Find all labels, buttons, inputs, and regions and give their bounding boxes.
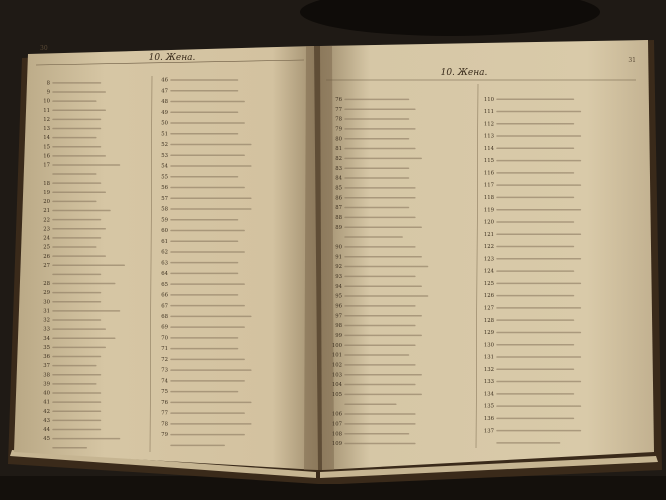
entry-number: 73 xyxy=(161,367,168,374)
entry-number: 83 xyxy=(335,165,342,172)
entry-number: 65 xyxy=(161,281,168,288)
entry-number: 88 xyxy=(335,214,342,221)
entry-number: 14 xyxy=(43,135,50,142)
entry-number: 120 xyxy=(483,219,494,226)
entry-number: 87 xyxy=(335,205,342,212)
entry-number: 24 xyxy=(43,235,50,242)
entry-number: 76 xyxy=(335,96,342,103)
entry-number: 46 xyxy=(161,77,168,84)
entry-number: 63 xyxy=(161,260,168,267)
entry-number: 19 xyxy=(43,189,50,196)
entry-number: 66 xyxy=(161,292,168,299)
entry-number: 131 xyxy=(483,354,494,361)
entry-number: 98 xyxy=(335,323,342,330)
entry-number: 116 xyxy=(483,170,494,177)
entry-number: 75 xyxy=(161,389,168,396)
entry-number: 81 xyxy=(335,146,342,153)
entry-number: 60 xyxy=(161,228,168,235)
entry-number: 78 xyxy=(335,116,342,123)
entry-number: 31 xyxy=(43,308,50,315)
entry-number: 10 xyxy=(43,98,50,105)
entry-number: 79 xyxy=(335,126,342,133)
entry-number: 89 xyxy=(335,224,342,231)
entry-number: 119 xyxy=(483,207,494,214)
entry-number: 84 xyxy=(335,175,342,182)
entry-number: 69 xyxy=(161,324,168,331)
entry-number: 92 xyxy=(335,264,342,271)
entry-number: 86 xyxy=(335,195,342,202)
entry-number: 70 xyxy=(161,335,168,342)
entry-number: 110 xyxy=(483,96,494,103)
entry-number: 72 xyxy=(161,356,168,363)
entry-number: 51 xyxy=(161,131,168,138)
entry-number: 33 xyxy=(43,326,50,333)
entry-number: 77 xyxy=(335,106,342,113)
entry-number: 82 xyxy=(335,155,342,162)
entry-number: 15 xyxy=(43,144,50,151)
entry-number: 128 xyxy=(483,317,494,324)
entry-number: 74 xyxy=(161,378,168,385)
right-page-header: 10. Жена. xyxy=(440,68,488,78)
right-page-number: 31 xyxy=(628,57,636,64)
entry-number: 41 xyxy=(43,399,50,406)
entry-number: 127 xyxy=(483,305,494,312)
entry-number: 58 xyxy=(161,206,168,213)
entry-number: 85 xyxy=(335,185,342,192)
entry-number: 62 xyxy=(161,249,168,256)
entry-number: 96 xyxy=(335,303,342,310)
entry-number: 40 xyxy=(43,390,50,397)
entry-number: 68 xyxy=(161,314,168,320)
left-page-header: 10. Жена. xyxy=(148,53,196,63)
entry-number: 11 xyxy=(43,107,50,114)
entry-number: 43 xyxy=(43,417,50,424)
entry-number: 95 xyxy=(335,293,342,300)
entry-number: 21 xyxy=(43,208,50,215)
entry-number: 47 xyxy=(161,88,168,95)
entry-number: 18 xyxy=(43,180,50,187)
entry-number: 78 xyxy=(161,421,168,428)
entry-number: 112 xyxy=(483,121,494,128)
entry-number: 42 xyxy=(43,408,50,415)
entry-number: 123 xyxy=(483,256,494,263)
entry-number: 102 xyxy=(331,362,342,369)
entry-number: 12 xyxy=(43,116,50,123)
entry-number: 17 xyxy=(43,162,50,169)
gutter-shadow xyxy=(304,46,334,470)
entry-number: 71 xyxy=(161,346,168,353)
entry-number: 22 xyxy=(43,217,50,224)
entry-number: 109 xyxy=(331,441,342,448)
entry-number: 45 xyxy=(43,436,50,443)
entry-number: 20 xyxy=(43,199,50,206)
entry-number: 25 xyxy=(43,244,50,251)
entry-number: 37 xyxy=(43,363,50,370)
entry-number: 32 xyxy=(43,317,50,324)
entry-number: 8 xyxy=(46,80,50,87)
entry-number: 27 xyxy=(43,262,50,269)
entry-number: 54 xyxy=(161,163,168,170)
entry-number: 52 xyxy=(161,142,168,149)
entry-number: 132 xyxy=(483,366,494,373)
entry-number: 91 xyxy=(335,254,342,261)
entry-number: 79 xyxy=(161,432,168,439)
entry-number: 57 xyxy=(161,195,168,202)
entry-number: 93 xyxy=(335,273,342,280)
entry-number: 36 xyxy=(43,354,50,361)
entry-number: 44 xyxy=(43,427,50,434)
entry-number: 111 xyxy=(483,109,494,116)
entry-number: 122 xyxy=(483,244,494,251)
entry-number: 137 xyxy=(483,428,494,435)
entry-number: 49 xyxy=(161,109,168,116)
entry-number: 104 xyxy=(331,382,342,389)
entry-number: 26 xyxy=(43,253,50,260)
entry-number: 113 xyxy=(483,133,494,140)
entry-number: 101 xyxy=(331,352,342,359)
entry-number: 90 xyxy=(335,244,342,251)
entry-number: 56 xyxy=(161,185,168,192)
entry-number: 16 xyxy=(43,153,50,160)
entry-number: 77 xyxy=(161,410,168,417)
entry-number: 118 xyxy=(483,195,494,202)
entry-number: 35 xyxy=(43,344,50,351)
entry-number: 135 xyxy=(483,403,494,410)
entry-number: 76 xyxy=(161,399,168,406)
entry-number: 134 xyxy=(483,391,494,398)
entry-number: 23 xyxy=(43,226,50,233)
entry-number: 114 xyxy=(483,145,494,152)
entry-number: 61 xyxy=(161,238,168,245)
entry-number: 53 xyxy=(161,152,168,159)
entry-number: 55 xyxy=(161,174,168,181)
entry-number: 106 xyxy=(331,411,342,418)
entry-number: 99 xyxy=(335,332,342,339)
entry-number: 105 xyxy=(331,391,342,398)
entry-number: 29 xyxy=(43,290,50,297)
entry-number: 126 xyxy=(483,293,494,300)
entry-number: 34 xyxy=(43,335,50,342)
entry-number: 103 xyxy=(331,372,342,379)
entry-number: 108 xyxy=(331,431,342,438)
entry-number: 64 xyxy=(161,271,168,278)
entry-number: 94 xyxy=(335,283,342,290)
entry-number: 115 xyxy=(483,158,494,165)
entry-number: 107 xyxy=(331,421,342,428)
entry-number: 130 xyxy=(483,342,494,349)
entry-number: 80 xyxy=(335,136,342,143)
entry-number: 136 xyxy=(483,415,494,422)
entry-number: 133 xyxy=(483,379,494,386)
entry-number: 50 xyxy=(161,120,168,127)
entry-number: 30 xyxy=(43,299,50,306)
entry-number: 9 xyxy=(46,89,50,96)
entry-number: 129 xyxy=(483,330,494,337)
entry-number: 48 xyxy=(161,99,168,106)
entry-number: 39 xyxy=(43,381,50,388)
entry-number: 97 xyxy=(335,313,342,320)
entry-number: 13 xyxy=(43,126,50,133)
entry-number: 125 xyxy=(483,280,494,287)
entry-number: 117 xyxy=(483,182,494,189)
entry-number: 67 xyxy=(161,303,168,310)
left-page-number: 30 xyxy=(40,45,48,52)
entry-number: 28 xyxy=(43,281,50,288)
entry-number: 124 xyxy=(483,268,494,275)
entry-number: 121 xyxy=(483,231,494,238)
entry-number: 59 xyxy=(161,217,168,224)
entry-number: 38 xyxy=(43,372,50,379)
entry-number: 100 xyxy=(331,342,342,349)
